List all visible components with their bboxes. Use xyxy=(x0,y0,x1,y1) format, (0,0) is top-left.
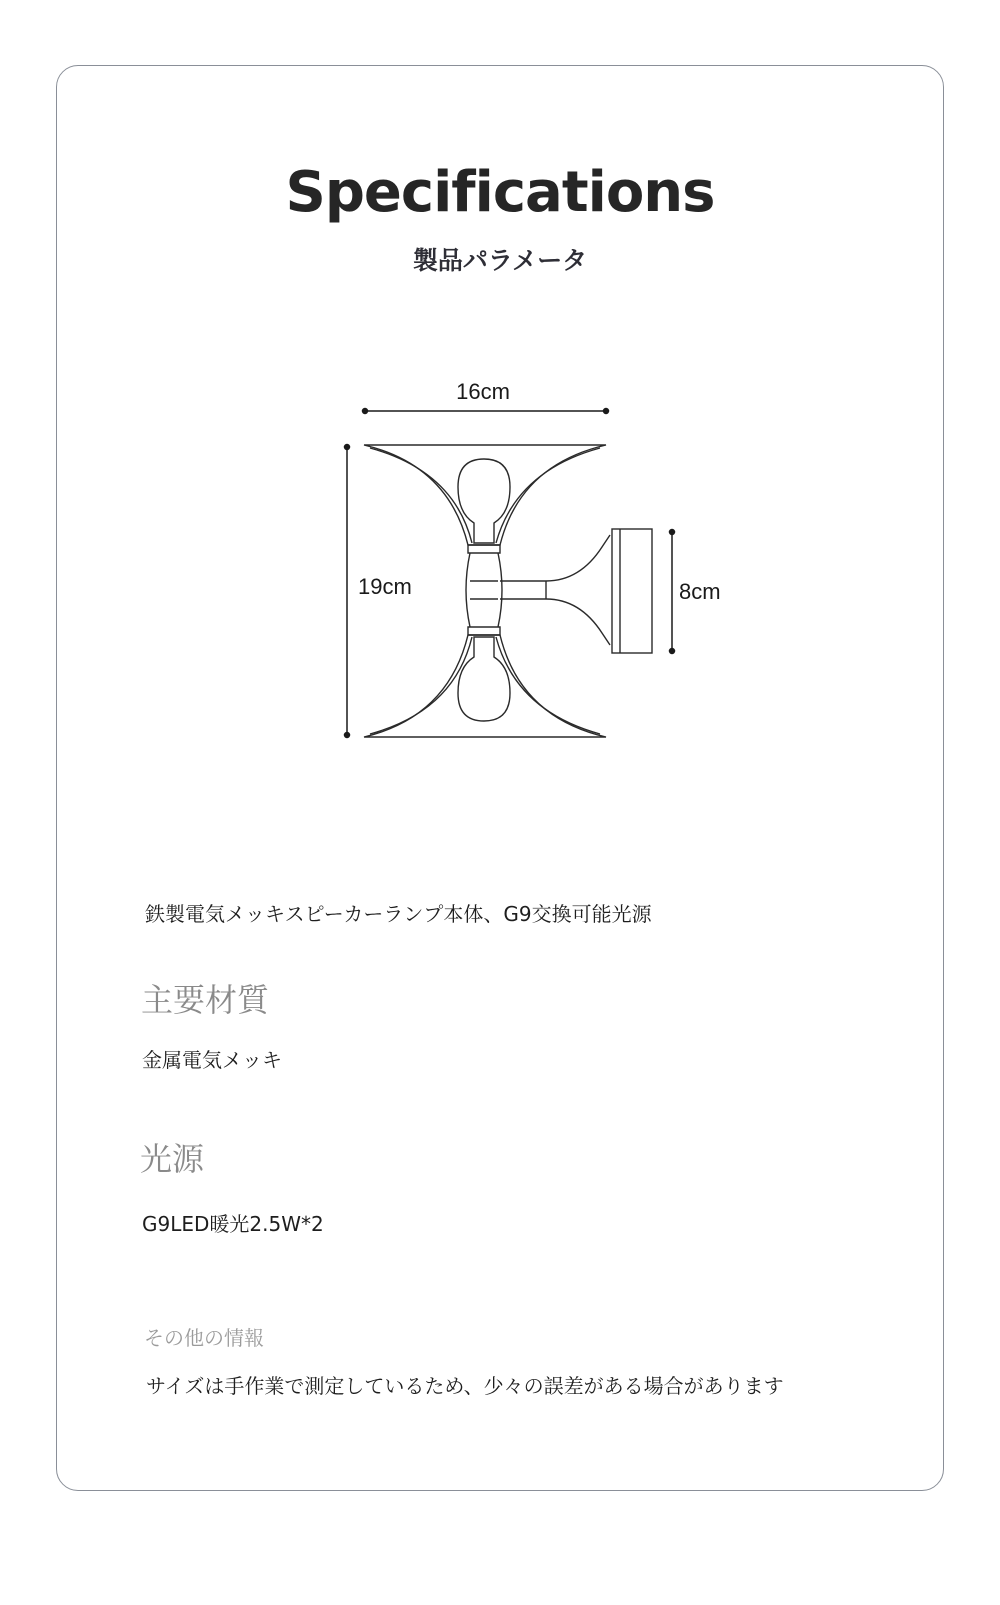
other-info-heading: その他の情報 xyxy=(144,1326,264,1350)
page-subtitle: 製品パラメータ xyxy=(412,246,588,275)
spec-card xyxy=(56,65,944,1491)
material-heading: 主要材質 xyxy=(141,981,270,1019)
page-title: Specifications xyxy=(285,160,715,225)
other-info-text: サイズは手作業で測定しているため、少々の誤差がある場合があります xyxy=(146,1374,784,1398)
width-dimension xyxy=(363,409,609,414)
lamp-dimension-diagram xyxy=(340,375,760,775)
height-label: 19cm xyxy=(358,574,412,599)
depth-label: 8cm xyxy=(679,579,721,604)
product-description: 鉄製電気メッキスピーカーランプ本体、G9交換可能光源 xyxy=(145,902,652,926)
material-value: 金属電気メッキ xyxy=(142,1048,282,1072)
light-source-heading: 光源 xyxy=(140,1140,205,1178)
depth-dimension xyxy=(670,530,675,654)
light-source-value: G9LED暖光2.5W*2 xyxy=(142,1212,324,1236)
height-dimension xyxy=(345,445,350,738)
width-label: 16cm xyxy=(456,379,510,404)
